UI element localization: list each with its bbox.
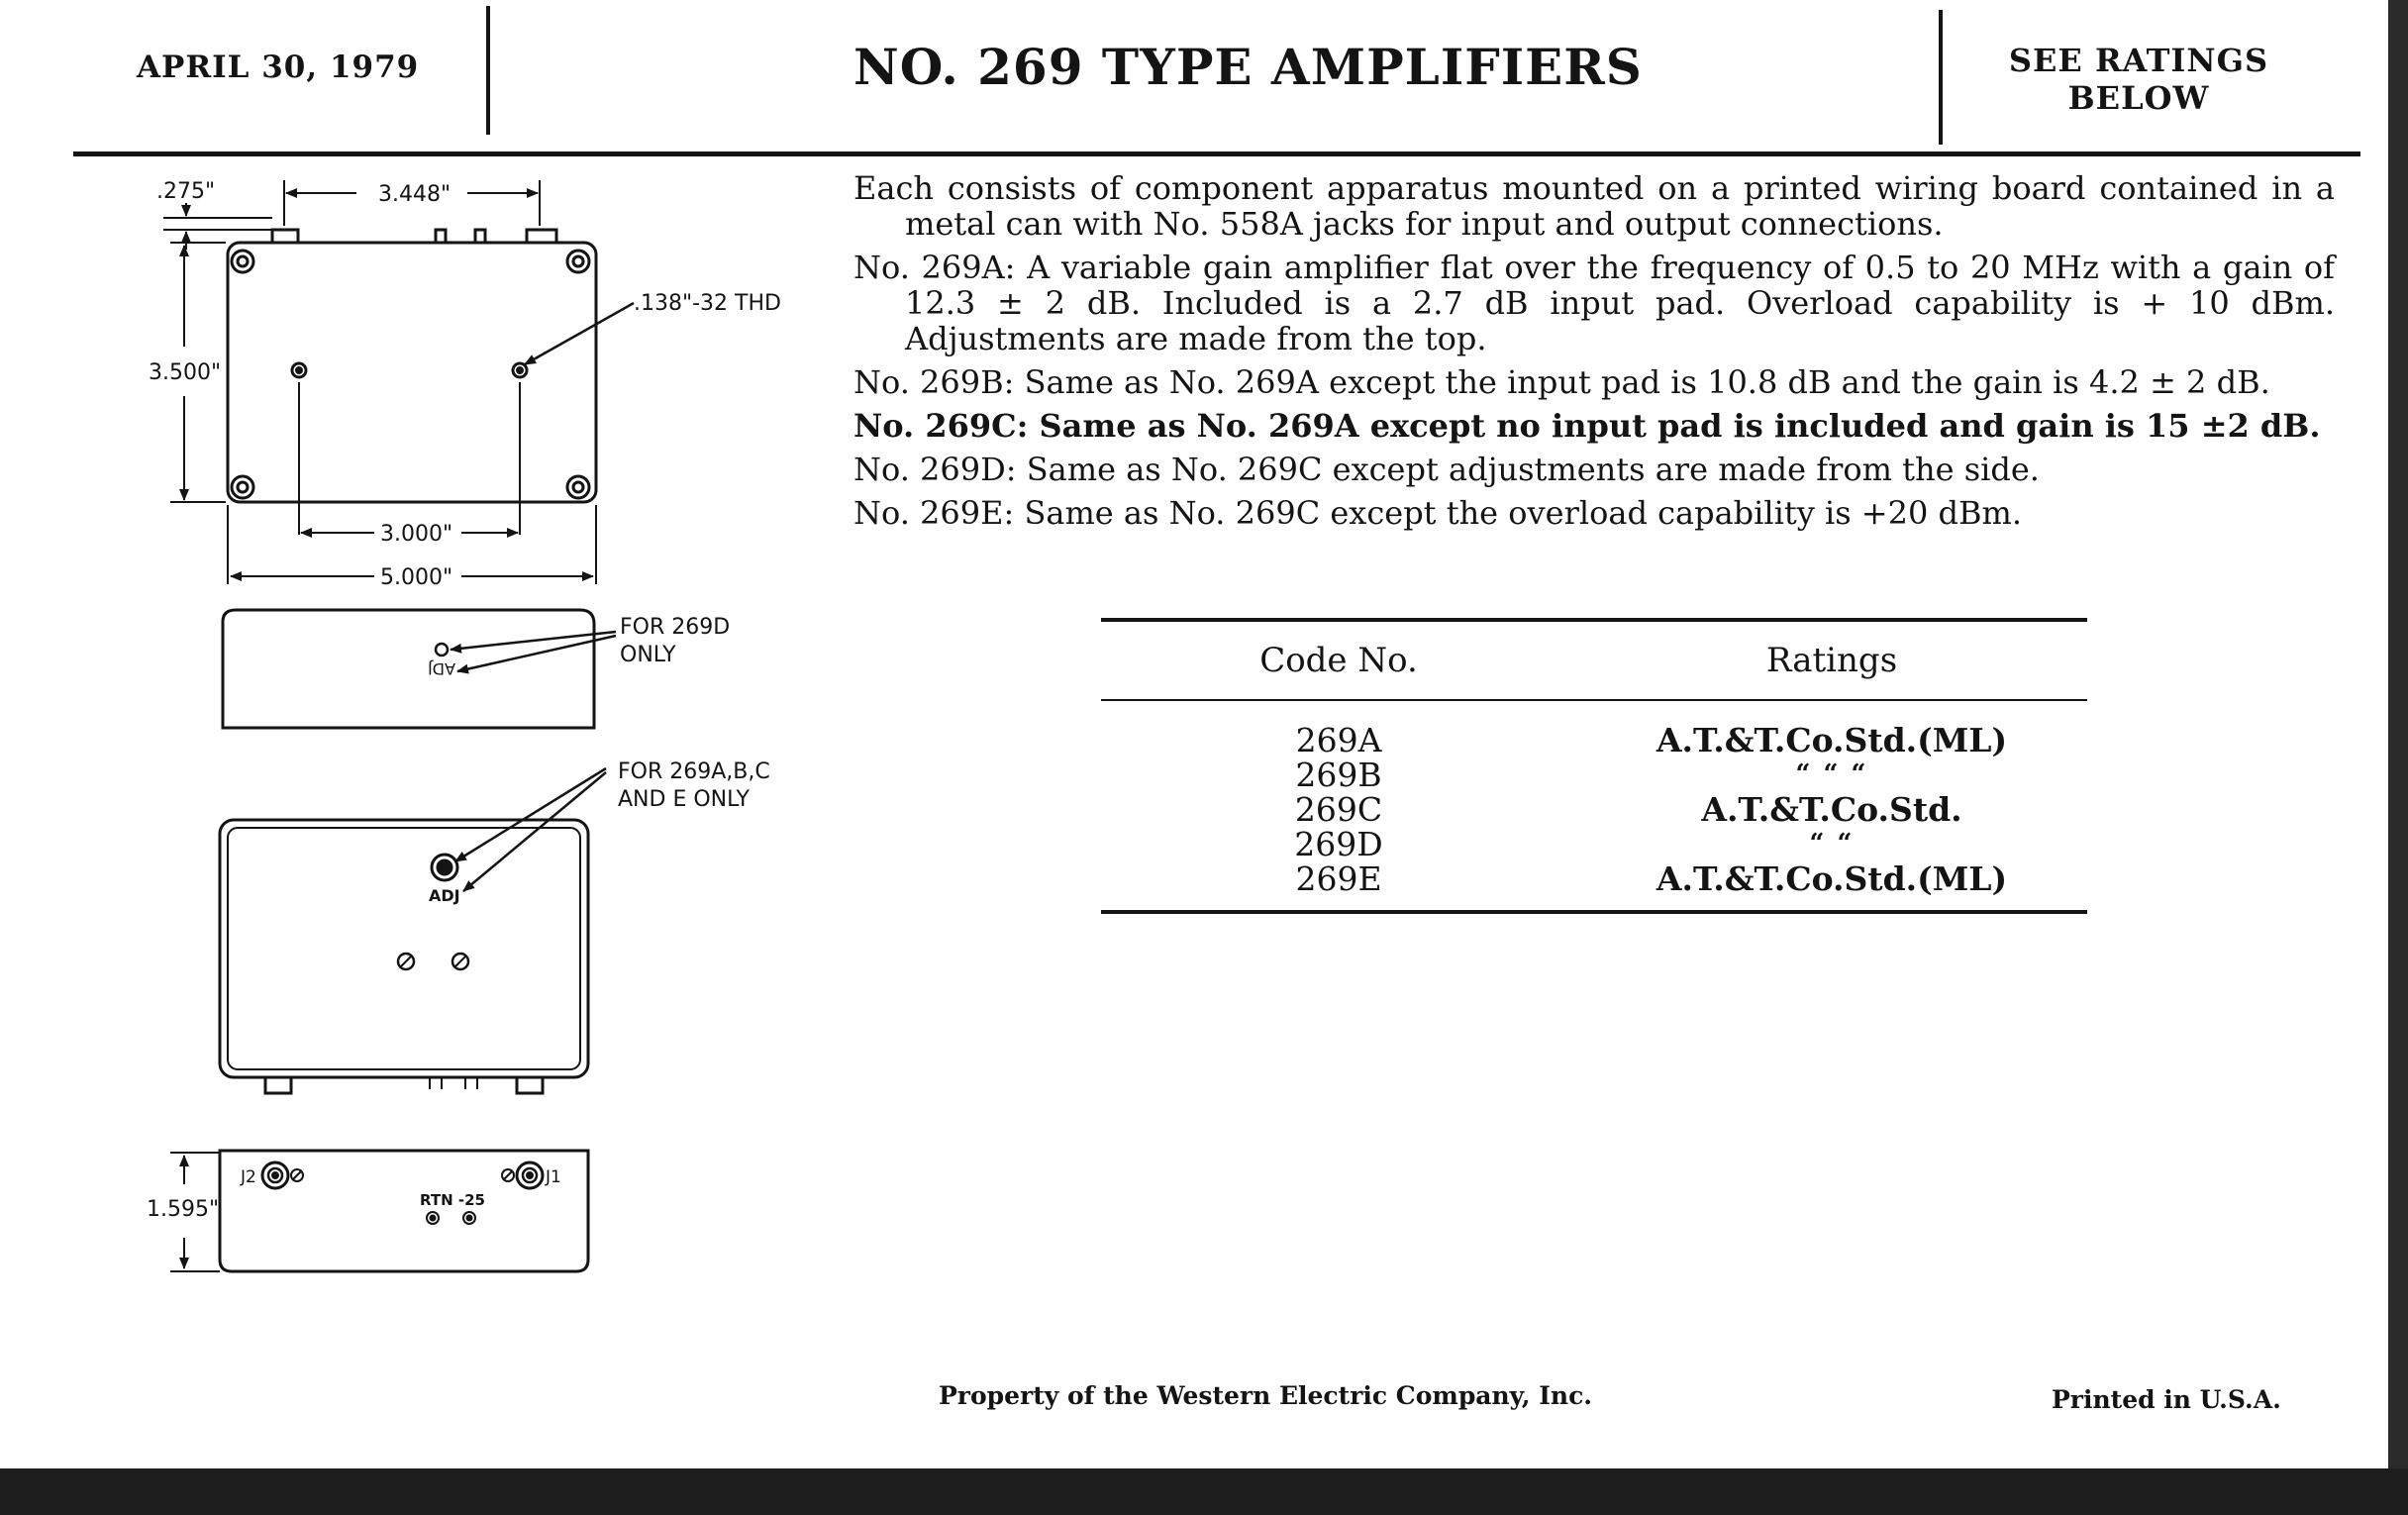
code-cell: 269C xyxy=(1294,790,1383,829)
page-title: NO. 269 TYPE AMPLIFIERS xyxy=(853,38,1643,96)
rating-cell: A.T.&T.Co.Std. xyxy=(1701,790,1962,829)
scan-edge-right xyxy=(2388,0,2408,1468)
note-269d-line1: FOR 269D xyxy=(620,615,731,640)
jack-j2-label: J2 xyxy=(241,1167,256,1187)
note-269d-line2: ONLY xyxy=(620,643,676,667)
para-269d: No. 269D: Same as No. 269C except adjustments are made from the side. xyxy=(853,451,2040,488)
jack-j2-icon xyxy=(262,1162,303,1188)
dim-275: .275" xyxy=(156,179,216,204)
adj-top-label: ADJ xyxy=(429,886,460,905)
footer-property: Property of the Western Electric Company, Inc. xyxy=(939,1381,1593,1410)
dim-5000: 5.000" xyxy=(380,565,453,590)
dim-3448: 3.448" xyxy=(378,182,452,207)
rating-cell: A.T.&T.Co.Std.(ML) xyxy=(1656,859,2008,898)
jack-j1-icon xyxy=(502,1162,543,1188)
dim-3500: 3.500" xyxy=(149,360,222,385)
rating-cell: A.T.&T.Co.Std.(ML) xyxy=(1656,721,2008,759)
rtn-label: RTN -25 xyxy=(420,1191,485,1209)
jack-j1-label: J1 xyxy=(546,1167,561,1187)
note-269abc-line2: AND E ONLY xyxy=(618,787,750,812)
para-269e: No. 269E: Same as No. 269C except the overload capability is +20 dBm. xyxy=(853,494,2022,532)
para-269c: No. 269C: Same as No. 269A except no input pad is included and gain is 15 ±2 dB. xyxy=(853,407,2321,445)
col-header-code: Code No. xyxy=(1259,641,1418,680)
code-cell: 269E xyxy=(1295,859,1382,898)
adj-side-label: ADJ xyxy=(428,659,455,678)
see-ratings-line2: BELOW xyxy=(2067,79,2210,117)
rating-cell: “ “ xyxy=(1809,829,1855,858)
dim-138-thd: .138"-32 THD xyxy=(634,291,781,316)
dim-1595: 1.595" xyxy=(147,1197,220,1222)
footer-printed: Printed in U.S.A. xyxy=(2052,1385,2281,1414)
top-view-outline xyxy=(228,243,596,502)
code-cell: 269B xyxy=(1295,756,1382,794)
scan-edge-bottom xyxy=(0,1468,2408,1515)
see-ratings-line1: SEE RATINGS xyxy=(2008,42,2269,79)
note-269abc-line1: FOR 269A,B,C xyxy=(618,759,770,784)
side-view-outline xyxy=(223,610,594,728)
col-header-ratings: Ratings xyxy=(1765,641,1898,680)
para-269a: No. 269A: A variable gain amplifier flat over the frequency of 0.5 to 20 MHz with a gain of 12.3 ± 2 dB. Included is a 2.7 dB input pad. Overload capability is + 10 dBm. Adjustments are made from the top. xyxy=(853,249,2335,357)
adj-screw-icon xyxy=(398,954,468,969)
para-general: Each consists of component apparatus mounted on a printed wiring board contained in a metal can with No. 558A jacks for input and output connections. xyxy=(853,169,2335,243)
header-date: APRIL 30, 1979 xyxy=(137,50,420,85)
rating-cell: “ “ “ xyxy=(1795,759,1868,789)
para-269b: No. 269B: Same as No. 269A except the input pad is 10.8 dB and the gain is 4.2 ± 2 dB. xyxy=(853,363,2270,401)
code-cell: 269A xyxy=(1295,721,1382,759)
corner-screw-icon xyxy=(232,251,589,498)
adj-knob-icon xyxy=(432,855,457,880)
adj-view-outline xyxy=(220,820,588,1077)
code-cell: 269D xyxy=(1294,825,1383,863)
dim-3000: 3.000" xyxy=(380,522,453,547)
